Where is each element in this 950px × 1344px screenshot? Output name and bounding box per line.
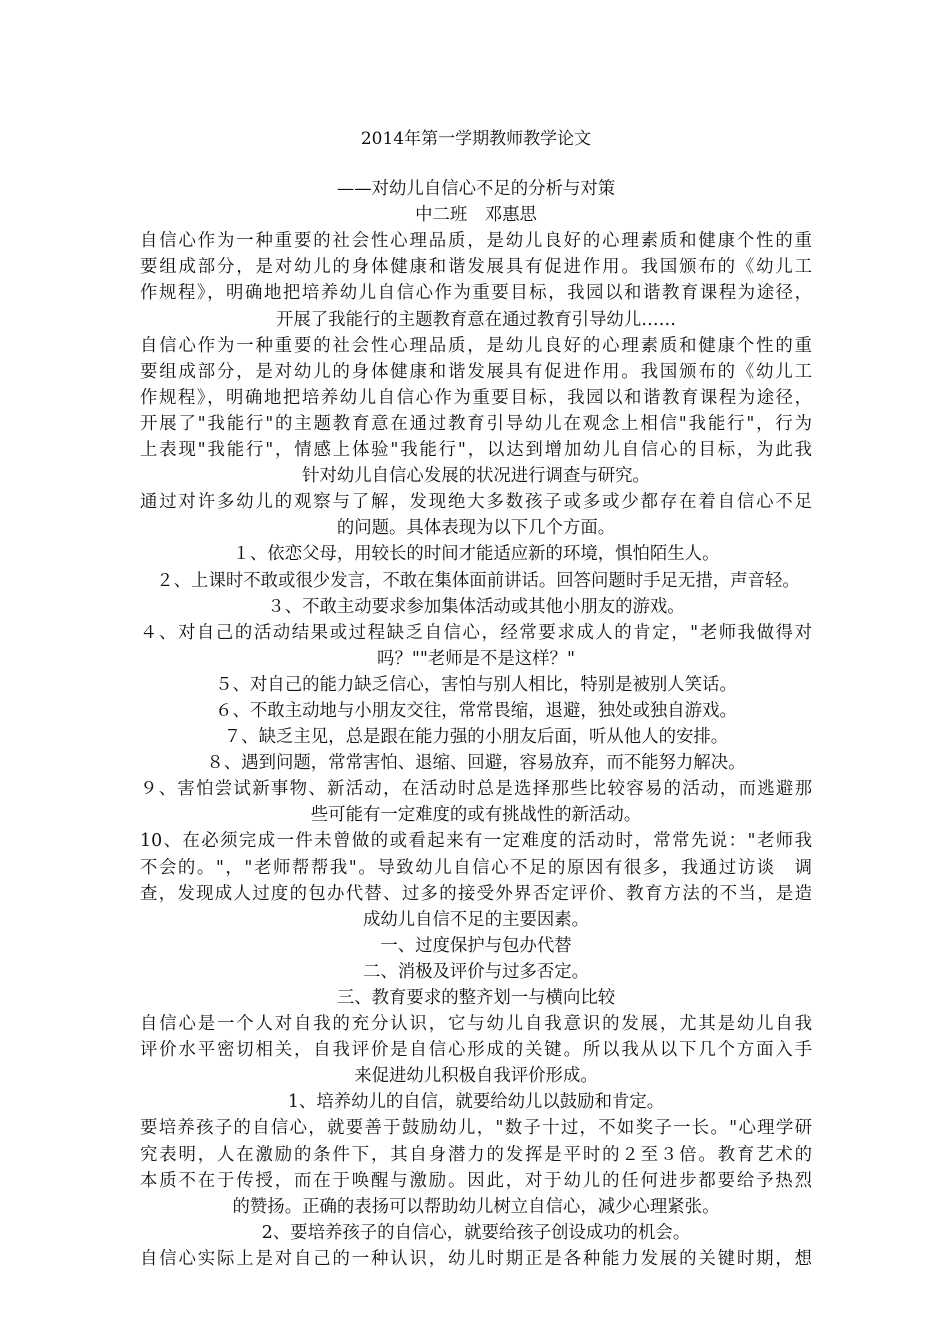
text-line: 要组成部分，是对幼儿的身体健康和谐发展具有促进作用。我国颁布的《幼儿工 bbox=[140, 257, 812, 278]
list-item: 些可能有一定难度的或有挑战性的新活动。 bbox=[310, 805, 642, 826]
text-line: 的赞扬。正确的表扬可以帮助幼儿树立自信心，减少心理紧张。 bbox=[232, 1196, 720, 1217]
list-item: ３、不敢主动要求参加集体活动或其他小朋友的游戏。 bbox=[267, 596, 685, 617]
text-line: 10、在必须完成一件未曾做的或看起来有一定难度的活动时，常常先说："老师我 bbox=[140, 831, 812, 852]
text-line: 通过对许多幼儿的观察与了解，发现绝大多数孩子或多或少都存在着自信心不足 bbox=[140, 492, 812, 513]
spacer bbox=[140, 152, 812, 176]
section-heading: 1、培养幼儿的自信，就要给幼儿以鼓励和肯定。 bbox=[287, 1092, 665, 1113]
list-item: ９、害怕尝试新事物、新活动，在活动时总是选择那些比较容易的活动，而逃避那 bbox=[140, 779, 812, 800]
list-item: ２、上课时不敢或很少发言，不敢在集体面前讲话。回答问题时手足无措，声音轻。 bbox=[156, 570, 800, 591]
section-heading: 三、教育要求的整齐划一与横向比较 bbox=[336, 988, 616, 1008]
list-item: 吗？""老师是不是这样？" bbox=[377, 648, 575, 669]
list-item: ６、不敢主动地与小朋友交往，常常畏缩，退避，独处或独自游戏。 bbox=[215, 700, 737, 721]
document-body bbox=[140, 126, 812, 1272]
text-line: 自信心实际上是对自己的一种认识，幼儿时期正是各种能力发展的关键时期，想 bbox=[140, 1248, 812, 1269]
text-line: 上表现"我能行"，情感上体验"我能行"，以达到增加幼儿自信心的目标，为此我 bbox=[140, 440, 812, 461]
text-line: 的问题。具体表现为以下几个方面。 bbox=[336, 518, 616, 539]
text-line: 评价水平密切相关，自我评价是自信心形成的关键。所以我从以下几个方面入手 bbox=[140, 1040, 812, 1061]
section-heading: 二、消极及评价与过多否定。 bbox=[362, 961, 590, 982]
text-line: 查，发现成人过度的包办代替、过多的接受外界否定评价、教育方法的不当，是造 bbox=[140, 883, 812, 904]
text-line: 要组成部分，是对幼儿的身体健康和谐发展具有促进作用。我国颁布的《幼儿工 bbox=[140, 361, 812, 382]
text-line: 来促进幼儿积极自我评价形成。 bbox=[354, 1066, 598, 1087]
text-line: 自信心是一个人对自我的充分认识，它与幼儿自我意识的发展，尤其是幼儿自我 bbox=[140, 1014, 812, 1035]
doc-subtitle: ——对幼儿自信心不足的分析与对策 bbox=[336, 179, 616, 200]
section-heading: 2、要培养孩子的自信心，就要给孩子创设成功的机会。 bbox=[261, 1222, 691, 1243]
text-line: 开展了我能行的主题教育意在通过教育引导幼儿…… bbox=[276, 309, 676, 330]
text-line: 成幼儿自信不足的主要因素。 bbox=[362, 909, 590, 930]
list-item: ５、对自己的能力缺乏信心，害怕与别人相比，特别是被别人笑话。 bbox=[215, 674, 737, 695]
text-line: 要培养孩子的自信心，就要善于鼓励幼儿，"数子十过，不如奖子一长。"心理学研 bbox=[140, 1118, 812, 1139]
list-item: １、依恋父母，用较长的时间才能适应新的环境，惧怕陌生人。 bbox=[232, 544, 720, 565]
text-line: 本质不在于传授，而在于唤醒与激励。因此，对于幼儿的任何进步都要给予热烈 bbox=[140, 1170, 812, 1191]
text-line: 针对幼儿自信心发展的状况进行调查与研究。 bbox=[302, 466, 650, 487]
list-item: ４、对自己的活动结果或过程缺乏自信心，经常要求成人的肯定，"老师我做得对 bbox=[140, 622, 812, 643]
text-line: 作规程》，明确地把培养幼儿自信心作为重要目标，我园以和谐教育课程为途径， bbox=[140, 283, 812, 304]
doc-title: 2014年第一学期教师教学论文 bbox=[360, 129, 592, 149]
text-line: 究表明，人在激励的条件下，其自身潜力的发挥是平时的２至３倍。教育艺术的 bbox=[140, 1144, 812, 1165]
list-item: ７、缺乏主见，总是跟在能力强的小朋友后面，听从他人的安排。 bbox=[223, 727, 729, 748]
text-line: 不会的。"，"老师帮帮我"。导致幼儿自信心不足的原因有很多，我通过访谈 调 bbox=[140, 857, 812, 878]
text-line: 作规程》，明确地把培养幼儿自信心作为重要目标，我园以和谐教育课程为途径， bbox=[140, 387, 812, 408]
list-item: ８、遇到问题，常常害怕、退缩、回避，容易放弃，而不能努力解决。 bbox=[206, 753, 746, 774]
text-line: 自信心作为一种重要的社会性心理品质，是幼儿良好的心理素质和健康个性的重 bbox=[140, 231, 812, 252]
text-line: 开展了"我能行"的主题教育意在通过教育引导幼儿在观念上相信"我能行"，行为 bbox=[140, 413, 812, 434]
section-heading: 一、过度保护与包办代替 bbox=[380, 935, 572, 956]
author-line: 中二班 邓惠思 bbox=[415, 205, 537, 226]
text-line: 自信心作为一种重要的社会性心理品质，是幼儿良好的心理素质和健康个性的重 bbox=[140, 335, 812, 356]
